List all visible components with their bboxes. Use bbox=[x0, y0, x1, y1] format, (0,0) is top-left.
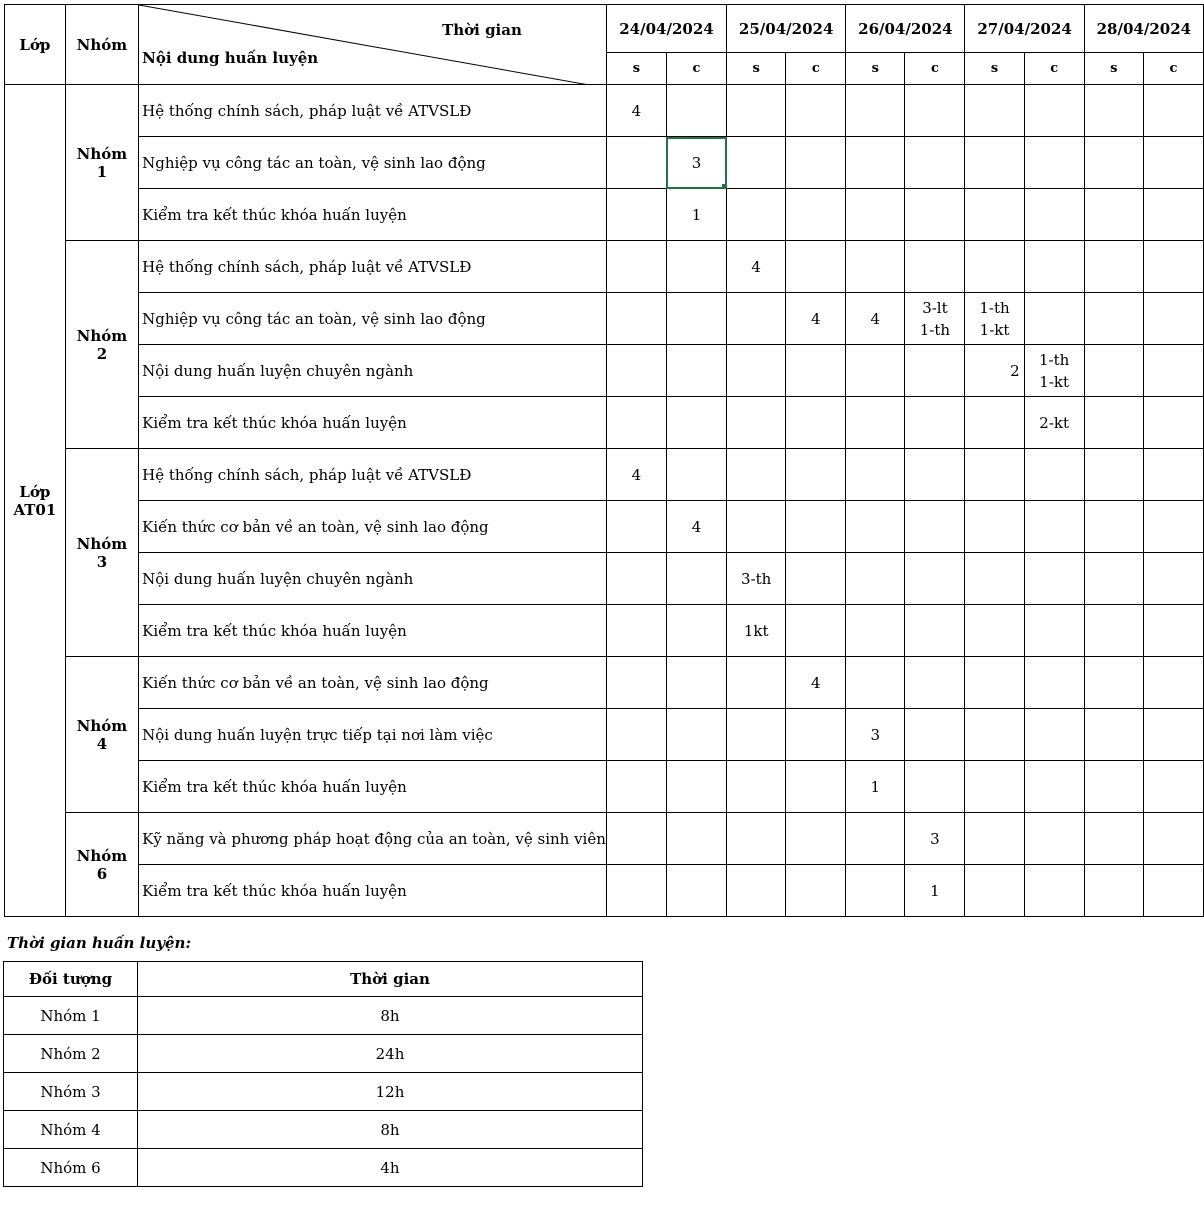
session-hours-cell[interactable] bbox=[606, 761, 666, 813]
session-hours-cell[interactable] bbox=[727, 709, 786, 761]
date-header: 24/04/2024 bbox=[606, 5, 726, 53]
schedule-row bbox=[5, 137, 1204, 189]
session-hours-cell[interactable] bbox=[846, 449, 905, 501]
session-hours-cell[interactable] bbox=[1024, 709, 1084, 761]
session-hours-cell[interactable] bbox=[905, 189, 965, 241]
summary-group[interactable]: Nhóm 4 bbox=[4, 1111, 138, 1149]
training-content-cell[interactable]: Kiến thức cơ bản về an toàn, vệ sinh lao động bbox=[139, 657, 607, 709]
date-header: 25/04/2024 bbox=[727, 5, 846, 53]
session-hours-cell[interactable] bbox=[666, 241, 726, 293]
session-hours-cell[interactable] bbox=[1143, 761, 1203, 813]
session-hours-cell[interactable] bbox=[846, 397, 905, 449]
session-hours-cell[interactable] bbox=[786, 865, 846, 917]
group-cell[interactable] bbox=[65, 657, 138, 813]
session-hours-cell[interactable] bbox=[905, 397, 965, 449]
session-hours-cell[interactable] bbox=[1024, 449, 1084, 501]
summary-hours[interactable]: 4h bbox=[138, 1149, 643, 1187]
session-hours-cell[interactable] bbox=[727, 293, 786, 345]
group-label-line: Nhóm bbox=[76, 326, 128, 345]
session-hours-cell[interactable] bbox=[606, 293, 666, 345]
session-hours-cell[interactable] bbox=[1143, 137, 1203, 189]
schedule-row bbox=[5, 761, 1204, 813]
session-hours-cell[interactable] bbox=[786, 449, 846, 501]
session-hours-cell[interactable]: 4 bbox=[606, 449, 666, 501]
group-label-line: 3 bbox=[96, 552, 108, 571]
training-content-cell[interactable]: Kiểm tra kết thúc khóa huấn luyện bbox=[139, 605, 607, 657]
session-hours-cell[interactable] bbox=[905, 137, 965, 189]
session-hours-cell[interactable] bbox=[965, 449, 1024, 501]
group-label-line: Nhóm bbox=[76, 144, 128, 163]
header-nhom: Nhóm bbox=[65, 5, 138, 85]
session-hours-cell[interactable] bbox=[606, 397, 666, 449]
session-hours-cell[interactable] bbox=[1143, 605, 1203, 657]
session-hours-cell[interactable] bbox=[1084, 709, 1143, 761]
session-hours-cell[interactable] bbox=[965, 553, 1024, 605]
session-hours-cell[interactable] bbox=[846, 137, 905, 189]
date-header: 26/04/2024 bbox=[846, 5, 965, 53]
session-hours-cell[interactable] bbox=[846, 85, 905, 137]
session-hours-cell[interactable]: 3-th bbox=[727, 553, 786, 605]
session-hours-cell[interactable] bbox=[846, 865, 905, 917]
session-hours-cell[interactable] bbox=[1024, 241, 1084, 293]
session-hours-cell[interactable] bbox=[786, 605, 846, 657]
training-content-cell[interactable]: Hệ thống chính sách, pháp luật về ATVSLĐ bbox=[139, 241, 607, 293]
session-hours-cell[interactable]: 2 bbox=[965, 345, 1024, 397]
session-hours-cell[interactable] bbox=[1084, 657, 1143, 709]
session-hours-cell[interactable] bbox=[1084, 553, 1143, 605]
schedule-row bbox=[5, 605, 1204, 657]
session-hours-cell[interactable] bbox=[905, 449, 965, 501]
summary-title: Thời gian huấn luyện: bbox=[7, 934, 191, 952]
session-hours-cell[interactable] bbox=[666, 397, 726, 449]
training-content-cell[interactable]: Kiểm tra kết thúc khóa huấn luyện bbox=[139, 865, 607, 917]
session-hours-cell[interactable] bbox=[606, 345, 666, 397]
training-content-cell[interactable]: Hệ thống chính sách, pháp luật về ATVSLĐ bbox=[139, 449, 607, 501]
session-hours-cell[interactable] bbox=[1143, 85, 1203, 137]
schedule-body bbox=[5, 85, 1204, 917]
session-hours-cell[interactable] bbox=[786, 189, 846, 241]
summary-row bbox=[4, 1111, 643, 1149]
date-header: 27/04/2024 bbox=[965, 5, 1084, 53]
session-hours-cell[interactable] bbox=[965, 241, 1024, 293]
session-hours-cell[interactable] bbox=[606, 709, 666, 761]
group-label-line: Nhóm bbox=[76, 534, 128, 553]
training-content-cell[interactable]: Nghiệp vụ công tác an toàn, vệ sinh lao động bbox=[139, 293, 607, 345]
session-header: s bbox=[846, 53, 905, 85]
summary-row bbox=[4, 1073, 643, 1111]
session-header: s bbox=[606, 53, 666, 85]
session-hours-cell[interactable] bbox=[965, 605, 1024, 657]
session-hours-cell[interactable] bbox=[1143, 813, 1203, 865]
session-hours-cell[interactable]: 4 bbox=[846, 293, 905, 345]
session-hours-cell[interactable]: 4 bbox=[606, 85, 666, 137]
group-label-line: 6 bbox=[96, 864, 108, 883]
session-hours-cell[interactable] bbox=[727, 657, 786, 709]
session-hours-cell[interactable] bbox=[666, 657, 726, 709]
session-hours-cell[interactable] bbox=[1143, 501, 1203, 553]
schedule-row bbox=[5, 241, 1204, 293]
session-hours-cell[interactable]: 3 bbox=[905, 813, 965, 865]
session-hours-cell[interactable] bbox=[846, 605, 905, 657]
session-hours-cell[interactable] bbox=[606, 605, 666, 657]
group-cell[interactable] bbox=[65, 449, 138, 657]
training-content-cell[interactable]: Nội dung huấn luyện trực tiếp tại nơi làm việc bbox=[139, 709, 607, 761]
schedule-row bbox=[5, 189, 1204, 241]
training-content-cell[interactable]: Nội dung huấn luyện chuyên ngành bbox=[139, 553, 607, 605]
session-hours-cell[interactable] bbox=[1143, 865, 1203, 917]
header-lop: Lớp bbox=[5, 5, 66, 85]
session-hours-cell[interactable] bbox=[905, 501, 965, 553]
session-hours-cell[interactable] bbox=[786, 709, 846, 761]
training-schedule-table bbox=[4, 4, 1204, 917]
header-thoi-gian: Thời gian bbox=[442, 21, 522, 39]
session-hours-cell[interactable] bbox=[666, 709, 726, 761]
session-hours-cell[interactable] bbox=[1084, 865, 1143, 917]
session-hours-cell[interactable] bbox=[727, 813, 786, 865]
session-hours-cell[interactable] bbox=[666, 605, 726, 657]
summary-header-row bbox=[4, 962, 643, 997]
session-hours-cell[interactable] bbox=[786, 85, 846, 137]
group-label-line: 1 bbox=[96, 162, 108, 181]
session-hours-cell[interactable] bbox=[905, 761, 965, 813]
group-label-line: 2 bbox=[96, 344, 108, 363]
session-hours-cell[interactable]: 3 bbox=[666, 137, 726, 189]
session-hours-cell[interactable] bbox=[846, 501, 905, 553]
session-hours-cell[interactable] bbox=[965, 189, 1024, 241]
schedule-row bbox=[5, 345, 1204, 397]
summary-header-thoi-gian: Thời gian bbox=[138, 962, 643, 997]
training-content-cell[interactable]: Kiến thức cơ bản về an toàn, vệ sinh lao động bbox=[139, 501, 607, 553]
session-hours-cell[interactable] bbox=[727, 761, 786, 813]
session-hours-cell[interactable] bbox=[1024, 553, 1084, 605]
class-label-line: Lớp bbox=[19, 482, 51, 501]
session-hours-cell[interactable] bbox=[1084, 345, 1143, 397]
session-hours-cell[interactable]: 1 bbox=[905, 865, 965, 917]
summary-hours[interactable]: 12h bbox=[138, 1073, 643, 1111]
session-hours-cell[interactable] bbox=[905, 657, 965, 709]
training-content-cell[interactable]: Nghiệp vụ công tác an toàn, vệ sinh lao động bbox=[139, 137, 607, 189]
session-hours-cell[interactable]: 1 bbox=[666, 189, 726, 241]
training-content-cell[interactable]: Kỹ năng và phương pháp hoạt động của an toàn, vệ sinh viên bbox=[139, 813, 607, 865]
session-header: c bbox=[1143, 53, 1203, 85]
session-hours-cell[interactable] bbox=[905, 345, 965, 397]
session-hours-cell[interactable] bbox=[606, 241, 666, 293]
session-hours-cell[interactable] bbox=[1084, 189, 1143, 241]
session-hours-cell[interactable] bbox=[666, 553, 726, 605]
session-hours-cell[interactable] bbox=[786, 761, 846, 813]
session-hours-cell[interactable] bbox=[965, 137, 1024, 189]
session-hours-cell[interactable] bbox=[727, 137, 786, 189]
group-cell[interactable] bbox=[65, 85, 138, 241]
session-hours-cell[interactable] bbox=[965, 813, 1024, 865]
training-content-cell[interactable]: Kiểm tra kết thúc khóa huấn luyện bbox=[139, 761, 607, 813]
session-hours-cell[interactable] bbox=[1024, 761, 1084, 813]
session-hours-cell[interactable] bbox=[1084, 293, 1143, 345]
schedule-row bbox=[5, 865, 1204, 917]
session-hours-cell[interactable] bbox=[606, 553, 666, 605]
session-header: s bbox=[727, 53, 786, 85]
session-hours-cell[interactable] bbox=[786, 137, 846, 189]
session-hours-cell[interactable] bbox=[1143, 397, 1203, 449]
schedule-row bbox=[5, 293, 1204, 345]
session-hours-cell[interactable] bbox=[846, 553, 905, 605]
session-hours-cell[interactable]: 1kt bbox=[727, 605, 786, 657]
date-header: 28/04/2024 bbox=[1084, 5, 1203, 53]
session-hours-cell[interactable] bbox=[666, 449, 726, 501]
summary-group[interactable]: Nhóm 1 bbox=[4, 997, 138, 1035]
session-hours-cell[interactable] bbox=[1143, 657, 1203, 709]
schedule-row bbox=[5, 553, 1204, 605]
session-hours-cell[interactable] bbox=[846, 189, 905, 241]
session-hours-cell[interactable] bbox=[846, 813, 905, 865]
session-hours-cell[interactable] bbox=[786, 397, 846, 449]
training-content-cell[interactable]: Nội dung huấn luyện chuyên ngành bbox=[139, 345, 607, 397]
session-header: c bbox=[1024, 53, 1084, 85]
session-hours-cell[interactable] bbox=[1143, 553, 1203, 605]
session-hours-cell[interactable] bbox=[606, 813, 666, 865]
class-label-line: AT01 bbox=[13, 500, 57, 519]
session-hours-cell[interactable] bbox=[786, 241, 846, 293]
schedule-row bbox=[5, 397, 1204, 449]
session-hours-cell[interactable] bbox=[606, 865, 666, 917]
session-hours-cell[interactable] bbox=[606, 657, 666, 709]
session-hours-cell[interactable]: 3-lt 1-th bbox=[905, 293, 965, 345]
summary-row bbox=[4, 997, 643, 1035]
schedule-row bbox=[5, 657, 1204, 709]
session-hours-cell[interactable] bbox=[1084, 85, 1143, 137]
session-hours-cell[interactable] bbox=[965, 865, 1024, 917]
session-hours-cell[interactable] bbox=[727, 189, 786, 241]
session-hours-cell[interactable] bbox=[905, 553, 965, 605]
session-hours-cell[interactable] bbox=[606, 189, 666, 241]
session-hours-cell[interactable] bbox=[965, 761, 1024, 813]
schedule-row bbox=[5, 813, 1204, 865]
summary-row bbox=[4, 1035, 643, 1073]
session-hours-cell[interactable] bbox=[727, 501, 786, 553]
session-header: c bbox=[905, 53, 965, 85]
session-hours-cell[interactable] bbox=[727, 397, 786, 449]
session-hours-cell[interactable] bbox=[606, 501, 666, 553]
training-content-cell[interactable]: Kiểm tra kết thúc khóa huấn luyện bbox=[139, 397, 607, 449]
training-content-cell[interactable]: Kiểm tra kết thúc khóa huấn luyện bbox=[139, 189, 607, 241]
schedule-row bbox=[5, 501, 1204, 553]
group-cell[interactable] bbox=[65, 241, 138, 449]
group-cell[interactable] bbox=[65, 813, 138, 917]
session-hours-cell[interactable] bbox=[905, 605, 965, 657]
summary-group[interactable]: Nhóm 6 bbox=[4, 1149, 138, 1187]
diagonal-divider bbox=[139, 5, 589, 85]
schedule-row bbox=[5, 449, 1204, 501]
session-hours-cell[interactable] bbox=[1143, 293, 1203, 345]
group-label-line: Nhóm bbox=[76, 716, 128, 735]
schedule-row bbox=[5, 85, 1204, 137]
session-hours-cell[interactable] bbox=[786, 345, 846, 397]
session-hours-cell[interactable] bbox=[1024, 813, 1084, 865]
session-hours-cell[interactable] bbox=[846, 241, 905, 293]
session-hours-cell[interactable] bbox=[786, 813, 846, 865]
session-hours-cell[interactable]: 1 bbox=[846, 761, 905, 813]
session-hours-cell[interactable] bbox=[1024, 189, 1084, 241]
session-hours-cell[interactable] bbox=[666, 85, 726, 137]
session-hours-cell[interactable] bbox=[786, 553, 846, 605]
session-hours-cell[interactable] bbox=[965, 709, 1024, 761]
session-hours-cell[interactable] bbox=[1084, 241, 1143, 293]
session-hours-cell[interactable]: 1-th 1-kt bbox=[1024, 345, 1084, 397]
summary-hours[interactable]: 8h bbox=[138, 997, 643, 1035]
session-hours-cell[interactable]: 4 bbox=[786, 293, 846, 345]
session-hours-cell[interactable] bbox=[965, 501, 1024, 553]
session-hours-cell[interactable] bbox=[965, 397, 1024, 449]
session-hours-cell[interactable] bbox=[786, 501, 846, 553]
session-hours-cell[interactable] bbox=[846, 657, 905, 709]
session-hours-cell[interactable] bbox=[1143, 345, 1203, 397]
session-hours-cell[interactable]: 2-kt bbox=[1024, 397, 1084, 449]
session-hours-cell[interactable] bbox=[1084, 605, 1143, 657]
session-hours-cell[interactable] bbox=[905, 85, 965, 137]
session-hours-cell[interactable] bbox=[905, 241, 965, 293]
session-hours-cell[interactable] bbox=[1084, 501, 1143, 553]
session-hours-cell[interactable] bbox=[1084, 397, 1143, 449]
session-hours-cell[interactable]: 4 bbox=[786, 657, 846, 709]
session-header: c bbox=[666, 53, 726, 85]
session-hours-cell[interactable] bbox=[1024, 865, 1084, 917]
session-hours-cell[interactable] bbox=[1024, 657, 1084, 709]
session-hours-cell[interactable] bbox=[666, 293, 726, 345]
session-hours-cell[interactable] bbox=[1084, 813, 1143, 865]
header-row-dates bbox=[5, 5, 1204, 53]
session-hours-cell[interactable]: 4 bbox=[727, 241, 786, 293]
training-time-summary-table bbox=[3, 961, 643, 1187]
group-label-line: Nhóm bbox=[76, 846, 128, 865]
session-hours-cell[interactable] bbox=[1084, 761, 1143, 813]
session-header: c bbox=[786, 53, 846, 85]
session-hours-cell[interactable] bbox=[727, 449, 786, 501]
summary-hours[interactable]: 24h bbox=[138, 1035, 643, 1073]
session-hours-cell[interactable] bbox=[1084, 449, 1143, 501]
session-header: s bbox=[1084, 53, 1143, 85]
class-cell[interactable] bbox=[5, 85, 66, 917]
session-hours-cell[interactable] bbox=[1143, 449, 1203, 501]
session-hours-cell[interactable] bbox=[905, 709, 965, 761]
group-label-line: 4 bbox=[96, 734, 108, 753]
session-hours-cell[interactable] bbox=[727, 345, 786, 397]
summary-row bbox=[4, 1149, 643, 1187]
header-diagonal-cell bbox=[139, 5, 607, 85]
session-hours-cell[interactable] bbox=[666, 865, 726, 917]
session-hours-cell[interactable] bbox=[666, 813, 726, 865]
session-hours-cell[interactable] bbox=[1024, 605, 1084, 657]
header-noi-dung: Nội dung huấn luyện bbox=[142, 49, 319, 67]
schedule-row bbox=[5, 709, 1204, 761]
session-hours-cell[interactable] bbox=[965, 85, 1024, 137]
session-hours-cell[interactable] bbox=[666, 345, 726, 397]
session-hours-cell[interactable] bbox=[1143, 709, 1203, 761]
session-hours-cell[interactable] bbox=[666, 761, 726, 813]
session-hours-cell[interactable] bbox=[606, 137, 666, 189]
summary-group[interactable]: Nhóm 2 bbox=[4, 1035, 138, 1073]
session-hours-cell[interactable] bbox=[846, 345, 905, 397]
session-hours-cell[interactable] bbox=[1084, 137, 1143, 189]
session-hours-cell[interactable] bbox=[965, 657, 1024, 709]
session-hours-cell[interactable] bbox=[1143, 189, 1203, 241]
summary-header-doi-tuong: Đối tượng bbox=[4, 962, 138, 997]
summary-group[interactable]: Nhóm 3 bbox=[4, 1073, 138, 1111]
session-hours-cell[interactable] bbox=[1024, 85, 1084, 137]
session-header: s bbox=[965, 53, 1024, 85]
session-hours-cell[interactable] bbox=[1143, 241, 1203, 293]
session-hours-cell[interactable] bbox=[1024, 293, 1084, 345]
session-hours-cell[interactable] bbox=[727, 85, 786, 137]
session-hours-cell[interactable]: 1-th 1-kt bbox=[965, 293, 1024, 345]
session-hours-cell[interactable]: 3 bbox=[846, 709, 905, 761]
training-content-cell[interactable]: Hệ thống chính sách, pháp luật về ATVSLĐ bbox=[139, 85, 607, 137]
session-hours-cell[interactable]: 4 bbox=[666, 501, 726, 553]
summary-hours[interactable]: 8h bbox=[138, 1111, 643, 1149]
session-hours-cell[interactable] bbox=[1024, 501, 1084, 553]
session-hours-cell[interactable] bbox=[1024, 137, 1084, 189]
session-hours-cell[interactable] bbox=[727, 865, 786, 917]
